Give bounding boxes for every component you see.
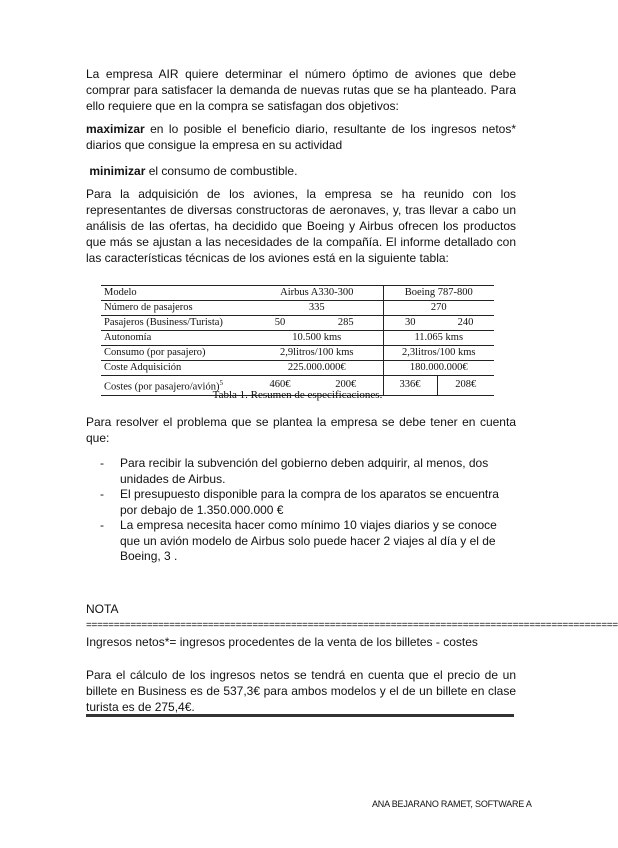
row-label: Modelo (104, 287, 137, 298)
boeing-turista: 240 (457, 317, 474, 328)
row-label: Número de pasajeros (104, 302, 193, 313)
objective-maximize (86, 121, 516, 153)
list-item (100, 518, 510, 565)
airbus-turista: 200€ (335, 379, 357, 391)
calculation-paragraph: Para el cálculo de los ingresos netos se tendrá en cuenta que el precio de un billete en Business es de 537,3€ para ambos modelos y el de un billete en clase turista es de 275,4€. (86, 668, 516, 714)
condition-text: El presupuesto disponible para la compra de los aparatos se encuentra por debajo de 1.350.000.000 € (120, 487, 499, 517)
table-row (101, 331, 494, 346)
row-label: Consumo (por pasajero) (104, 347, 206, 358)
airbus-value: 10.500 kms (292, 332, 342, 343)
footnote-mark: 5 (219, 379, 223, 387)
row-label: Pasajeros (Business/Turista) (104, 317, 223, 328)
conditions-list (100, 456, 510, 565)
list-item (100, 456, 510, 487)
dash-bullet: - (100, 456, 104, 470)
boeing-turista: 208€ (437, 376, 494, 396)
acquisition-paragraph: Para la adquisición de los aviones, la empresa se ha reunido con los representantes de diversas constructoras de aeronaves, y, tras llevar a cabo un análisis de las ofertas, ha decidido que Boeing y Airbus ofrecen los productos que más se ajustan a las necesidades de la compañía. El informe detallado con las características técnicas de los aviones está en la siguiente tabla: (86, 187, 516, 265)
resolver-paragraph: Para resolver el problema que se plantea la empresa se debe tener en cuenta que: (86, 415, 516, 445)
intro-paragraph: La empresa AIR quiere determinar el número óptimo de aviones que debe comprar para satisfacer la demanda de nuevas rutas que se ha planteado. Para ello requiere que en la compra se satisfagan dos objetivos: (86, 67, 516, 113)
table-row (101, 316, 494, 331)
boeing-business: 336€ (383, 376, 437, 396)
airbus-business: 460€ (269, 379, 291, 391)
table-row (101, 361, 494, 376)
minimize-text: el consumo de combustible. (145, 164, 298, 178)
separator-line: ================================================================================================ (86, 620, 618, 631)
nota-title: NOTA (86, 602, 119, 616)
dash-bullet: - (100, 487, 104, 501)
dash-bullet: - (100, 518, 104, 532)
divider (86, 714, 514, 717)
boeing-value: 180.000.000€ (383, 361, 494, 376)
condition-text: Para recibir la subvención del gobierno deben adquirir, al menos, dos unidades de Airbus. (120, 456, 489, 486)
airbus-value: 225.000.000€ (287, 362, 346, 373)
table-caption: Tabla 1. Resumen de especificaciones. (212, 389, 383, 401)
boeing-business: 30 (383, 316, 437, 331)
table-row (101, 286, 494, 301)
boeing-model: Boeing 787-800 (383, 286, 494, 301)
netos-definition: Ingresos netos*= ingresos procedentes de la venta de los billetes - costes (86, 635, 478, 649)
specifications-table (101, 285, 494, 396)
boeing-value: 11.065 kms (383, 331, 494, 346)
airbus-value: 2,9litros/100 kms (279, 347, 354, 358)
airbus-model: Airbus A330-300 (280, 287, 354, 298)
airbus-business: 50 (274, 317, 286, 328)
boeing-value: 270 (383, 301, 494, 316)
footer-author: ANA BEJARANO RAMET, SOFTWARE A (372, 799, 532, 809)
airbus-turista: 285 (337, 317, 354, 328)
maximize-keyword: maximizar (86, 122, 145, 136)
costes-label: Costes (por pasajero/avión) (104, 381, 220, 393)
airbus-value: 335 (308, 302, 325, 313)
list-item (100, 487, 510, 518)
boeing-value: 2,3litros/100 kms (383, 346, 494, 361)
maximize-text: en lo posible el beneficio diario, resultante de los ingresos netos* diarios que consigue la empresa en su actividad (86, 122, 516, 152)
table-row (101, 346, 494, 361)
minimize-keyword: minimizar (89, 164, 146, 178)
row-label: Coste Adquisición (104, 362, 182, 373)
table-row (101, 301, 494, 316)
condition-text: La empresa necesita hacer como mínimo 10 viajes diarios y se conoce que un avión modelo de Airbus solo puede hacer 2 viajes al día y el de Boeing, 3 . (120, 518, 497, 563)
objective-minimize (86, 163, 516, 179)
row-label: Autonomía (104, 332, 152, 343)
